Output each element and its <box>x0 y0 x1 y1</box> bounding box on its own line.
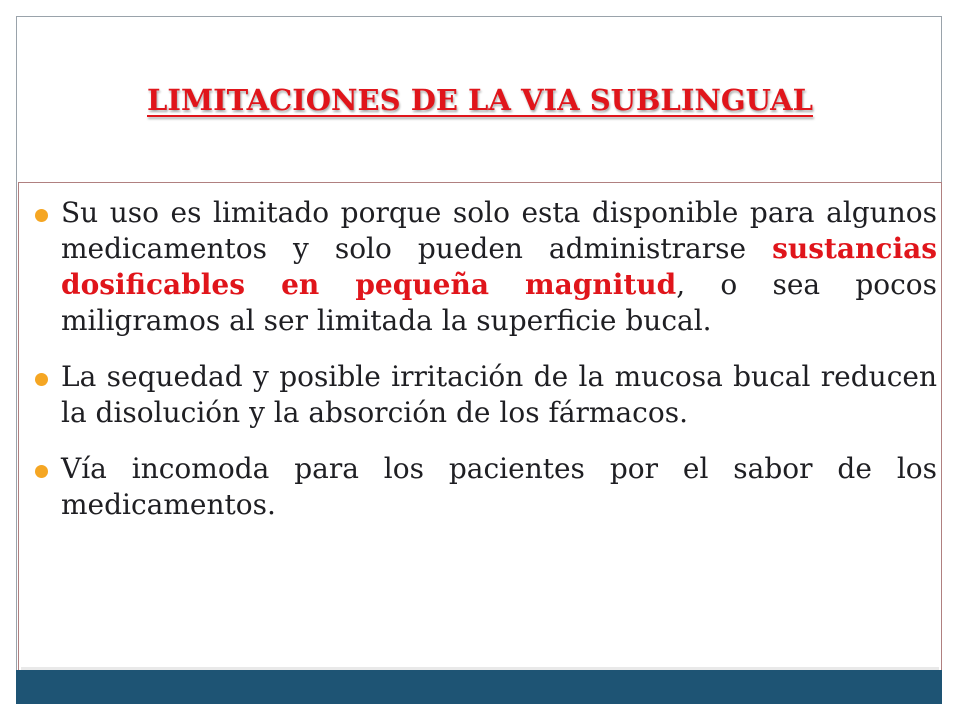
bullet-highlight: sustancias dosificables en pequeña magnitud <box>61 232 937 301</box>
footer-bar <box>16 670 942 704</box>
bullet-text-after: , o sea pocos miligramos al ser limitada la superficie bucal. <box>61 268 938 337</box>
bullet-dot-icon <box>35 209 48 222</box>
bullet-item-dryness <box>19 359 943 431</box>
bullet-text: Vía incomoda para los pacientes por el sabor de los medicamentos. <box>61 452 937 521</box>
bullet-item-limited-use <box>19 195 943 339</box>
content-box <box>18 182 942 670</box>
slide-title: LIMITACIONES DE LA VIA SUBLINGUAL <box>147 83 813 117</box>
bullet-text: La sequedad y posible irritación de la mucosa bucal reducen la disolución y la absorción de los fármacos. <box>61 360 937 429</box>
bullet-text-before: Su uso es limitado porque solo esta disponible para algunos medicamentos y solo pueden administrarse <box>61 196 937 265</box>
bullet-dot-icon <box>35 373 48 386</box>
bullet-dot-icon <box>35 465 48 478</box>
bullet-list <box>19 195 943 543</box>
bullet-item-taste <box>19 451 943 523</box>
